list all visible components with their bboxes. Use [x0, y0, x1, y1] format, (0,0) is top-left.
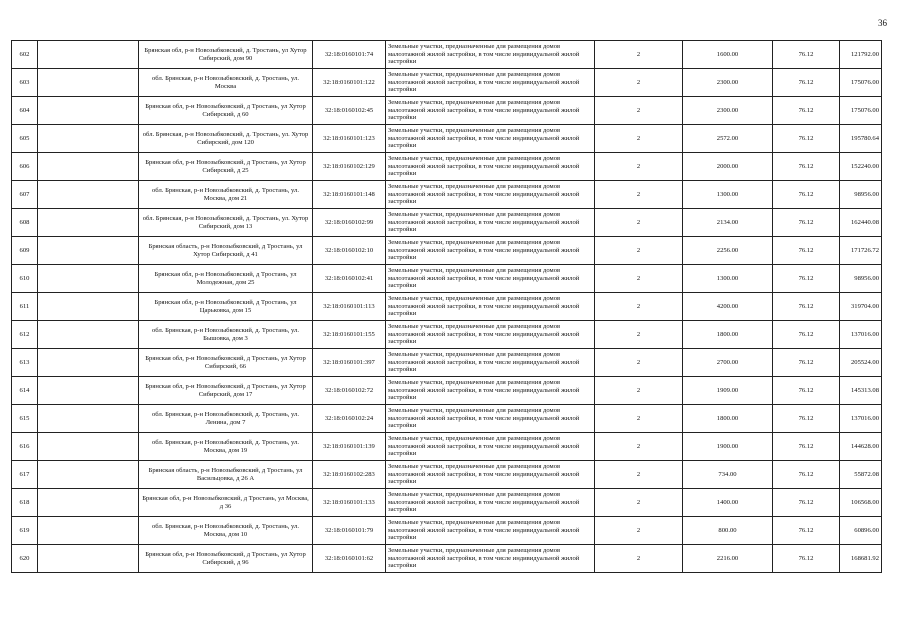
rate-cell: 76.12: [773, 293, 840, 321]
permitted-use-cell: Земельные участки, предназначенные для размещения домов малоэтажной жилой застройки, в том числе индивидуальной жилой застройки: [386, 125, 595, 153]
cadastral-number-cell: 32:18:0160101:139: [313, 433, 386, 461]
empty-cell: [38, 181, 139, 209]
address-cell: Брянская обл, р-н Новозыбковский, д Тростань, ул Царьковка, дом 15: [139, 293, 313, 321]
table-row: [12, 293, 882, 321]
address-cell: Брянская обл, р-н Новозыбковский, д Тростань, ул Хутор Сибирский, дом 17: [139, 377, 313, 405]
rate-cell: 76.12: [773, 545, 840, 573]
category-cell: 2: [595, 545, 683, 573]
row-number-cell: 617: [12, 461, 38, 489]
table-row: [12, 405, 882, 433]
address-cell: Брянская обл, р-н Новозыбковский, д Тростань, ул Хутор Сибирский, д 96: [139, 545, 313, 573]
table-row: [12, 517, 882, 545]
rate-cell: 76.12: [773, 349, 840, 377]
permitted-use-cell: Земельные участки, предназначенные для размещения домов малоэтажной жилой застройки, в том числе индивидуальной жилой застройки: [386, 41, 595, 69]
cadastral-value-cell: 175076.00: [840, 69, 882, 97]
permitted-use-cell: Земельные участки, предназначенные для размещения домов малоэтажной жилой застройки, в том числе индивидуальной жилой застройки: [386, 349, 595, 377]
rate-cell: 76.12: [773, 41, 840, 69]
cadastral-number-cell: 32:18:0160101:155: [313, 321, 386, 349]
area-cell: 1600.00: [683, 41, 773, 69]
address-cell: Брянская обл, р-н Новозыбковский, д Тростань, ул Хутор Сибирский, д 25: [139, 153, 313, 181]
row-number-cell: 608: [12, 209, 38, 237]
address-cell: обл. Брянская, р-н Новозыбковский, д. Тростань, ул. Хутор Сибирский, дом 120: [139, 125, 313, 153]
area-cell: 1800.00: [683, 321, 773, 349]
row-number-cell: 603: [12, 69, 38, 97]
row-number-cell: 611: [12, 293, 38, 321]
row-number-cell: 613: [12, 349, 38, 377]
cadastral-number-cell: 32:18:0160102:10: [313, 237, 386, 265]
cadastral-number-cell: 32:18:0160101:148: [313, 181, 386, 209]
cadastral-number-cell: 32:18:0160102:41: [313, 265, 386, 293]
permitted-use-cell: Земельные участки, предназначенные для размещения домов малоэтажной жилой застройки, в том числе индивидуальной жилой застройки: [386, 405, 595, 433]
empty-cell: [38, 41, 139, 69]
area-cell: 2134.00: [683, 209, 773, 237]
cadastral-number-cell: 32:18:0160102:129: [313, 153, 386, 181]
table-row: [12, 97, 882, 125]
table-row: [12, 237, 882, 265]
cadastral-number-cell: 32:18:0160102:99: [313, 209, 386, 237]
table-row: [12, 321, 882, 349]
category-cell: 2: [595, 321, 683, 349]
address-cell: Брянская область, р-н Новозыбковский, д Тростань, ул Хутор Сибирский, д 41: [139, 237, 313, 265]
cadastral-number-cell: 32:18:0160101:62: [313, 545, 386, 573]
rate-cell: 76.12: [773, 405, 840, 433]
category-cell: 2: [595, 209, 683, 237]
empty-cell: [38, 293, 139, 321]
cadastral-value-cell: 195780.64: [840, 125, 882, 153]
area-cell: 2300.00: [683, 69, 773, 97]
cadastral-number-cell: 32:18:0160101:79: [313, 517, 386, 545]
rate-cell: 76.12: [773, 433, 840, 461]
table-row: [12, 433, 882, 461]
cadastral-value-cell: 168681.92: [840, 545, 882, 573]
address-cell: Брянская обл, р-н Новозыбковский, д Тростань, ул Молодежная, дом 25: [139, 265, 313, 293]
permitted-use-cell: Земельные участки, предназначенные для размещения домов малоэтажной жилой застройки, в том числе индивидуальной жилой застройки: [386, 293, 595, 321]
cadastral-number-cell: 32:18:0160102:72: [313, 377, 386, 405]
empty-cell: [38, 265, 139, 293]
cadastral-value-cell: 152240.00: [840, 153, 882, 181]
row-number-cell: 602: [12, 41, 38, 69]
category-cell: 2: [595, 377, 683, 405]
empty-cell: [38, 517, 139, 545]
area-cell: 2216.00: [683, 545, 773, 573]
permitted-use-cell: Земельные участки, предназначенные для размещения домов малоэтажной жилой застройки, в том числе индивидуальной жилой застройки: [386, 321, 595, 349]
rate-cell: 76.12: [773, 181, 840, 209]
category-cell: 2: [595, 517, 683, 545]
address-cell: Брянская обл, р-н Новозыбковский, д Тростань, ул Хутор Сибирский, 66: [139, 349, 313, 377]
category-cell: 2: [595, 97, 683, 125]
permitted-use-cell: Земельные участки, предназначенные для размещения домов малоэтажной жилой застройки, в том числе индивидуальной жилой застройки: [386, 209, 595, 237]
cadastral-value-cell: 171726.72: [840, 237, 882, 265]
category-cell: 2: [595, 489, 683, 517]
address-cell: обл. Брянская, р-н Новозыбковский, д. Тростань, ул. Москва, дом 19: [139, 433, 313, 461]
cadastral-number-cell: 32:18:0160101:122: [313, 69, 386, 97]
cadastral-value-cell: 162440.08: [840, 209, 882, 237]
table-row: [12, 69, 882, 97]
empty-cell: [38, 489, 139, 517]
area-cell: 4200.00: [683, 293, 773, 321]
permitted-use-cell: Земельные участки, предназначенные для размещения домов малоэтажной жилой застройки, в том числе индивидуальной жилой застройки: [386, 97, 595, 125]
category-cell: 2: [595, 125, 683, 153]
cadastral-value-cell: 60896.00: [840, 517, 882, 545]
address-cell: Брянская область, р-н Новозыбковский, д Тростань, ул Васильцовка, д 26 А: [139, 461, 313, 489]
area-cell: 1400.00: [683, 489, 773, 517]
rate-cell: 76.12: [773, 377, 840, 405]
category-cell: 2: [595, 405, 683, 433]
cadastral-value-cell: 144628.00: [840, 433, 882, 461]
area-cell: 1800.00: [683, 405, 773, 433]
rate-cell: 76.12: [773, 265, 840, 293]
area-cell: 1909.00: [683, 377, 773, 405]
rate-cell: 76.12: [773, 69, 840, 97]
category-cell: 2: [595, 265, 683, 293]
cadastral-number-cell: 32:18:0160101:123: [313, 125, 386, 153]
address-cell: Брянская обл, р-н Новозыбковский, д Тростань, ул Москва, д 36: [139, 489, 313, 517]
rate-cell: 76.12: [773, 237, 840, 265]
permitted-use-cell: Земельные участки, предназначенные для размещения домов малоэтажной жилой застройки, в том числе индивидуальной жилой застройки: [386, 265, 595, 293]
address-cell: обл. Брянская, р-н Новозыбковский, д. Тростань, ул. Москва: [139, 69, 313, 97]
cadastral-number-cell: 32:18:0160102:24: [313, 405, 386, 433]
area-cell: 2300.00: [683, 97, 773, 125]
table-row: [12, 209, 882, 237]
cadastral-number-cell: 32:18:0160101:113: [313, 293, 386, 321]
cadastral-value-cell: 106568.00: [840, 489, 882, 517]
rate-cell: 76.12: [773, 125, 840, 153]
permitted-use-cell: Земельные участки, предназначенные для размещения домов малоэтажной жилой застройки, в том числе индивидуальной жилой застройки: [386, 545, 595, 573]
empty-cell: [38, 461, 139, 489]
rate-cell: 76.12: [773, 517, 840, 545]
area-cell: 800.00: [683, 517, 773, 545]
empty-cell: [38, 405, 139, 433]
category-cell: 2: [595, 41, 683, 69]
permitted-use-cell: Земельные участки, предназначенные для размещения домов малоэтажной жилой застройки, в том числе индивидуальной жилой застройки: [386, 181, 595, 209]
empty-cell: [38, 125, 139, 153]
cadastral-value-cell: 98956.00: [840, 265, 882, 293]
row-number-cell: 619: [12, 517, 38, 545]
cadastral-value-cell: 137016.00: [840, 321, 882, 349]
row-number-cell: 607: [12, 181, 38, 209]
cadastral-number-cell: 32:18:0160101:74: [313, 41, 386, 69]
cadastral-value-cell: 145313.08: [840, 377, 882, 405]
land-registry-table: [11, 40, 882, 573]
address-cell: Брянская обл, р-н Новозыбковский, д. Тростань, ул Хутор Сибирский, дом 90: [139, 41, 313, 69]
cadastral-value-cell: 137016.00: [840, 405, 882, 433]
table-row: [12, 461, 882, 489]
empty-cell: [38, 349, 139, 377]
area-cell: 2572.00: [683, 125, 773, 153]
category-cell: 2: [595, 433, 683, 461]
table-row: [12, 377, 882, 405]
area-cell: 1300.00: [683, 181, 773, 209]
cadastral-value-cell: 175076.00: [840, 97, 882, 125]
permitted-use-cell: Земельные участки, предназначенные для размещения домов малоэтажной жилой застройки, в том числе индивидуальной жилой застройки: [386, 433, 595, 461]
address-cell: Брянская обл, р-н Новозыбковский, д Тростань, ул Хутор Сибирский, д 60: [139, 97, 313, 125]
category-cell: 2: [595, 69, 683, 97]
address-cell: обл. Брянская, р-н Новозыбковский, д. Тростань, ул. Хутор Сибирский, дом 13: [139, 209, 313, 237]
empty-cell: [38, 69, 139, 97]
cadastral-number-cell: 32:18:0160102:283: [313, 461, 386, 489]
row-number-cell: 604: [12, 97, 38, 125]
row-number-cell: 609: [12, 237, 38, 265]
category-cell: 2: [595, 237, 683, 265]
rate-cell: 76.12: [773, 461, 840, 489]
row-number-cell: 615: [12, 405, 38, 433]
address-cell: обл. Брянская, р-н Новозыбковский, д. Тростань, ул. Бышовка, дом 3: [139, 321, 313, 349]
permitted-use-cell: Земельные участки, предназначенные для размещения домов малоэтажной жилой застройки, в том числе индивидуальной жилой застройки: [386, 237, 595, 265]
empty-cell: [38, 377, 139, 405]
area-cell: 1900.00: [683, 433, 773, 461]
row-number-cell: 614: [12, 377, 38, 405]
address-cell: обл. Брянская, р-н Новозыбковский, д. Тростань, ул. Москва, дом 21: [139, 181, 313, 209]
empty-cell: [38, 97, 139, 125]
row-number-cell: 620: [12, 545, 38, 573]
address-cell: обл. Брянская, р-н Новозыбковский, д. Тростань, ул. Москва, дом 10: [139, 517, 313, 545]
rate-cell: 76.12: [773, 489, 840, 517]
address-cell: обл. Брянская, р-н Новозыбковский, д. Тростань, ул. Ленина, дом 7: [139, 405, 313, 433]
table-row: [12, 545, 882, 573]
cadastral-value-cell: 205524.00: [840, 349, 882, 377]
area-cell: 2256.00: [683, 237, 773, 265]
permitted-use-cell: Земельные участки, предназначенные для размещения домов малоэтажной жилой застройки, в том числе индивидуальной жилой застройки: [386, 517, 595, 545]
permitted-use-cell: Земельные участки, предназначенные для размещения домов малоэтажной жилой застройки, в том числе индивидуальной жилой застройки: [386, 461, 595, 489]
page-number: 36: [878, 18, 887, 28]
row-number-cell: 606: [12, 153, 38, 181]
table-row: [12, 349, 882, 377]
permitted-use-cell: Земельные участки, предназначенные для размещения домов малоэтажной жилой застройки, в том числе индивидуальной жилой застройки: [386, 377, 595, 405]
area-cell: 2700.00: [683, 349, 773, 377]
empty-cell: [38, 545, 139, 573]
category-cell: 2: [595, 181, 683, 209]
rate-cell: 76.12: [773, 97, 840, 125]
empty-cell: [38, 153, 139, 181]
area-cell: 734.00: [683, 461, 773, 489]
cadastral-value-cell: 55872.08: [840, 461, 882, 489]
table-row: [12, 265, 882, 293]
empty-cell: [38, 321, 139, 349]
row-number-cell: 618: [12, 489, 38, 517]
area-cell: 1300.00: [683, 265, 773, 293]
table-row: [12, 153, 882, 181]
cadastral-number-cell: 32:18:0160102:45: [313, 97, 386, 125]
empty-cell: [38, 237, 139, 265]
category-cell: 2: [595, 153, 683, 181]
area-cell: 2000.00: [683, 153, 773, 181]
row-number-cell: 610: [12, 265, 38, 293]
table-row: [12, 489, 882, 517]
cadastral-number-cell: 32:18:0160101:133: [313, 489, 386, 517]
permitted-use-cell: Земельные участки, предназначенные для размещения домов малоэтажной жилой застройки, в том числе индивидуальной жилой застройки: [386, 489, 595, 517]
permitted-use-cell: Земельные участки, предназначенные для размещения домов малоэтажной жилой застройки, в том числе индивидуальной жилой застройки: [386, 69, 595, 97]
table-row: [12, 41, 882, 69]
table-row: [12, 125, 882, 153]
rate-cell: 76.12: [773, 153, 840, 181]
cadastral-value-cell: 319704.00: [840, 293, 882, 321]
table-row: [12, 181, 882, 209]
rate-cell: 76.12: [773, 209, 840, 237]
rate-cell: 76.12: [773, 321, 840, 349]
row-number-cell: 605: [12, 125, 38, 153]
category-cell: 2: [595, 461, 683, 489]
permitted-use-cell: Земельные участки, предназначенные для размещения домов малоэтажной жилой застройки, в том числе индивидуальной жилой застройки: [386, 153, 595, 181]
category-cell: 2: [595, 349, 683, 377]
cadastral-number-cell: 32:18:0160101:397: [313, 349, 386, 377]
cadastral-value-cell: 121792.00: [840, 41, 882, 69]
row-number-cell: 616: [12, 433, 38, 461]
cadastral-value-cell: 98956.00: [840, 181, 882, 209]
row-number-cell: 612: [12, 321, 38, 349]
empty-cell: [38, 433, 139, 461]
table-body: [12, 41, 882, 573]
empty-cell: [38, 209, 139, 237]
category-cell: 2: [595, 293, 683, 321]
